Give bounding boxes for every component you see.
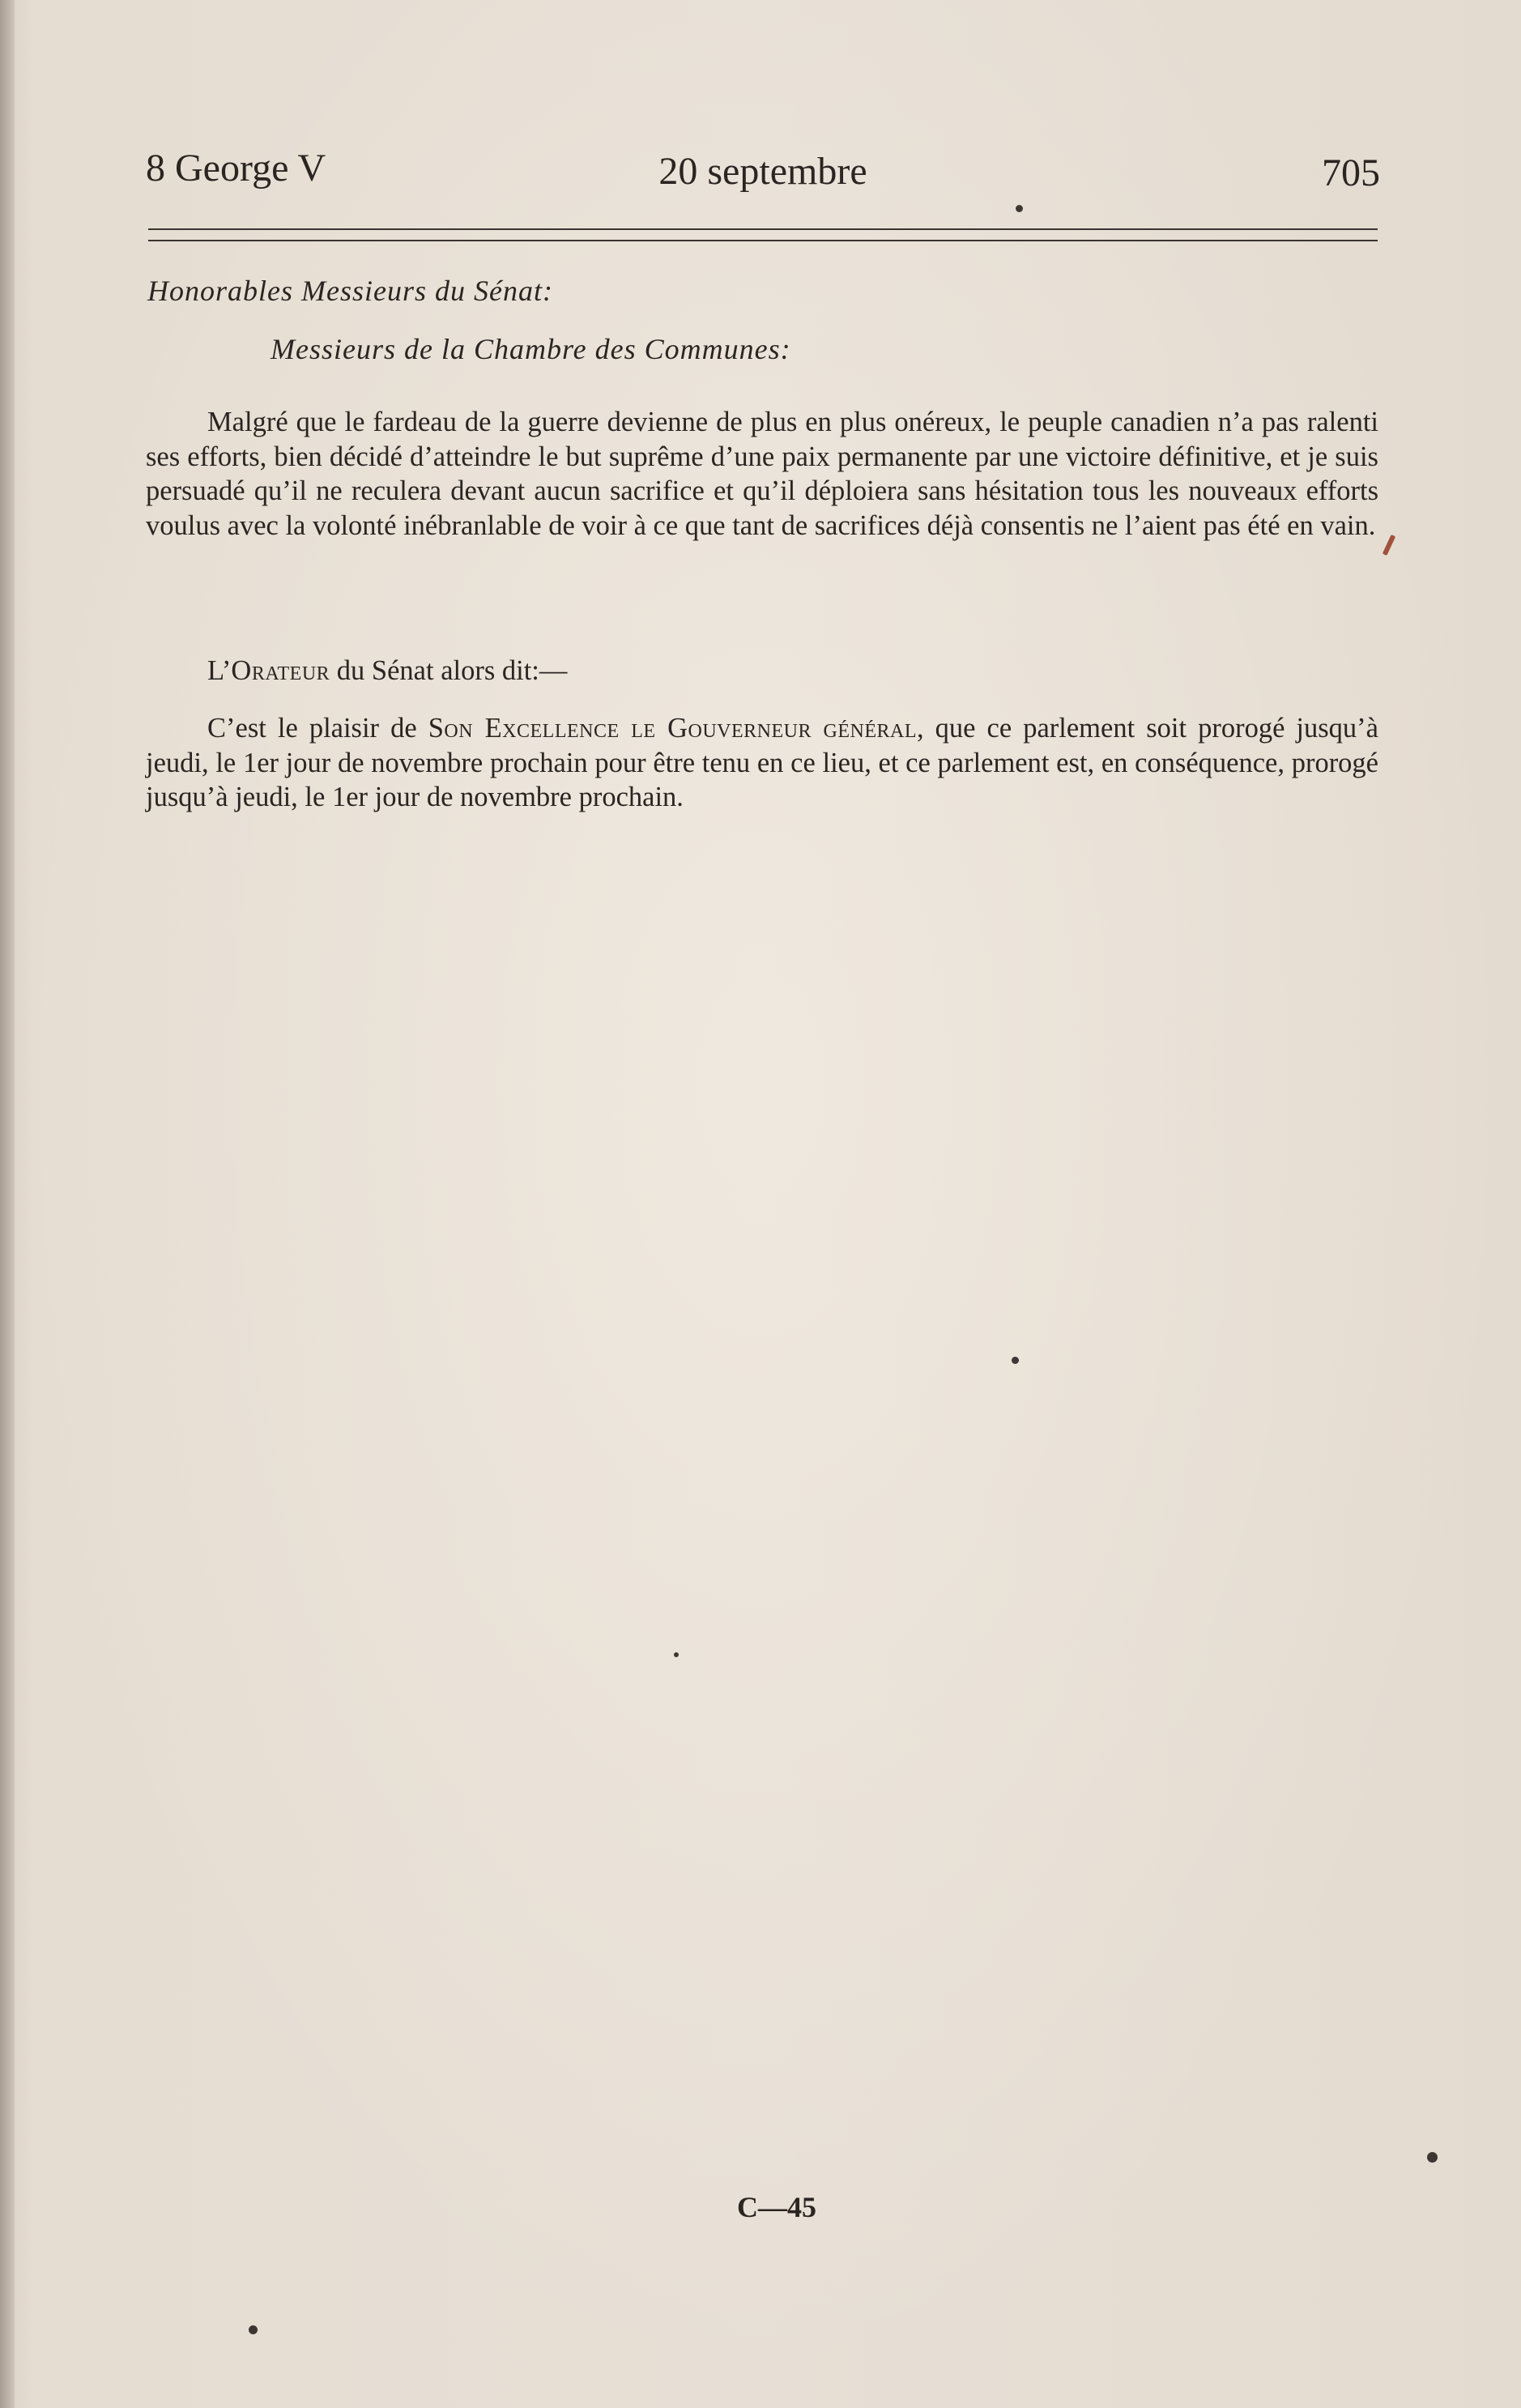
speaker-title: Orateur <box>231 655 330 686</box>
header-page-number: 705 <box>1322 151 1380 194</box>
header-rule-bottom <box>148 240 1378 241</box>
page-binding-edge <box>0 0 15 2408</box>
paper-speck <box>674 1652 679 1657</box>
paper-speck <box>249 2325 258 2334</box>
salutation-commons: Messieurs de la Chambre des Communes: <box>271 333 791 365</box>
prorogation-paragraph <box>146 711 1378 815</box>
paper-speck <box>1012 1357 1019 1364</box>
header-date: 20 septembre <box>658 150 867 193</box>
speaker-intro-suffix: du Sénat alors dit:— <box>330 655 568 686</box>
paper-speck <box>1016 205 1023 212</box>
header-regnal-year: 8 George V <box>146 147 326 190</box>
speech-paragraph: Malgré que le fardeau de la guerre devienne de plus en plus onéreux, le peuple canadien n’a pas ralenti ses efforts, bien décidé d’atteindre le but suprême d’une paix permanente par une victoire définitive, et je suis persuadé qu’il ne reculera devant aucun sacrifice et qu’il déploiera sans hésitation tous les nouveaux efforts voulus avec la volonté inébranlable de voir à ce que tant de sacrifices déjà consentis ne l’aient pas été en vain. <box>146 407 1378 541</box>
pencil-mark <box>1383 535 1395 556</box>
prorogation-prefix: C’est le plaisir de <box>207 713 428 744</box>
page-header <box>146 146 1380 202</box>
salutation-senate: Honorables Messieurs du Sénat: <box>147 275 553 307</box>
speaker-intro-paragraph <box>146 654 1378 688</box>
signature-mark: C—45 <box>737 2191 816 2223</box>
governor-general-title: Son Excellence le Gouverneur général <box>428 713 918 744</box>
prorogation-suffix: , que ce parlement soit prorogé jusqu’à jeudi, le 1er jour de novembre prochain pour être tenu en ce lieu, et ce parlement est, en conséquence, prorogé jusqu’à jeudi, le 1er jour de novembre prochain. <box>146 713 1378 812</box>
speaker-intro-prefix: L’ <box>207 655 232 686</box>
paper-speck <box>1427 2152 1438 2163</box>
header-rule-top <box>148 228 1378 230</box>
